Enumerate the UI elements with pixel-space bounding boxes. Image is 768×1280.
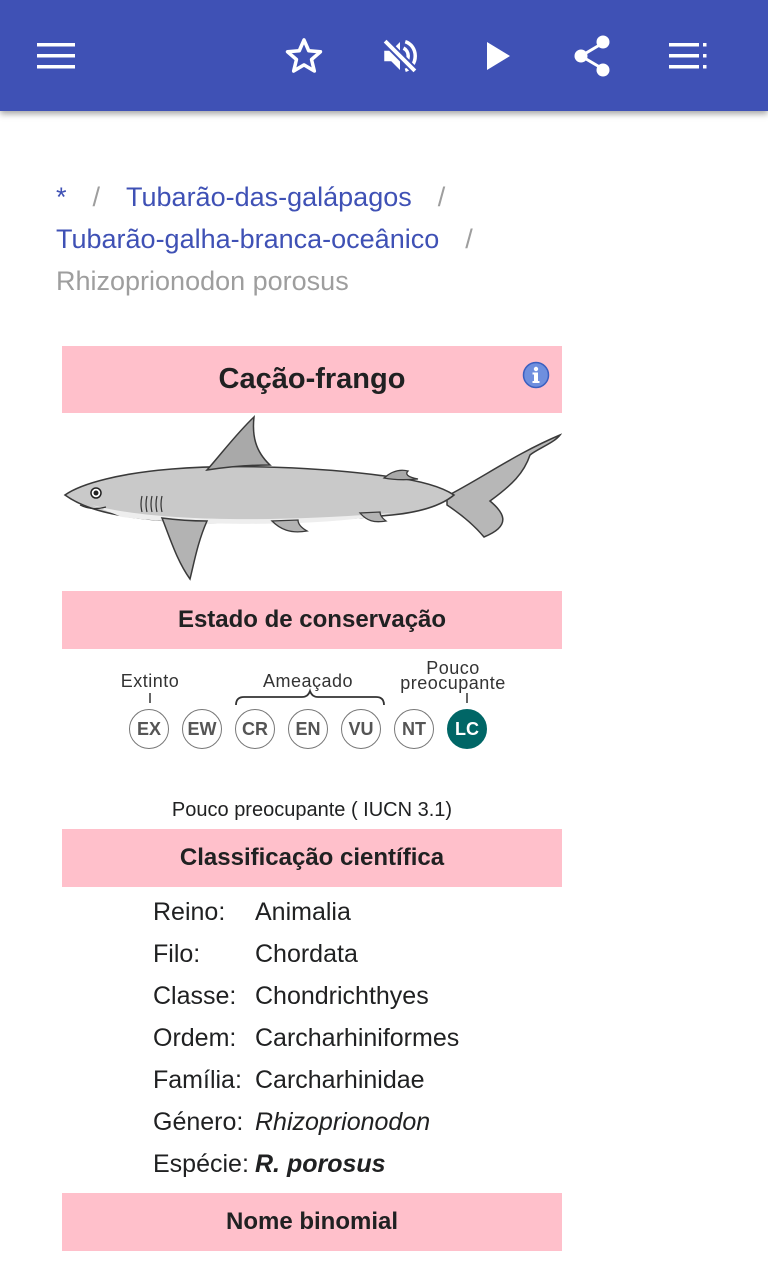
table-row: [153, 1101, 430, 1143]
label-extinct: Extinto: [120, 671, 180, 691]
menu-button[interactable]: [28, 28, 84, 84]
conservation-heading: Estado de conservação: [177, 606, 447, 633]
classification-table: [62, 887, 562, 1193]
status-lc: LC: [447, 709, 487, 749]
classification-header: [62, 829, 562, 887]
table-row: [153, 933, 358, 975]
rank-label: Filo:: [153, 940, 201, 968]
taxobox-title-bar: [62, 346, 562, 413]
taxobox: [62, 346, 562, 1251]
classification-heading: Classificação científica: [179, 844, 445, 871]
rank-value: R. porosus: [255, 1150, 386, 1178]
table-row: [153, 1059, 425, 1101]
breadcrumb-current: Rhizoprionodon porosus: [56, 266, 349, 296]
breadcrumb-link-oceanic-whitetip[interactable]: Tubarão-galha-branca-oceânico: [56, 224, 440, 254]
info-icon[interactable]: [522, 361, 550, 389]
rank-label: Género:: [153, 1108, 244, 1136]
rank-value[interactable]: Carcharhinidae: [255, 1066, 425, 1094]
rank-value[interactable]: Chordata: [255, 940, 358, 968]
rank-value[interactable]: Rhizoprionodon: [255, 1108, 431, 1136]
breadcrumb-link-galapagos[interactable]: Tubarão-das-galápagos: [126, 182, 412, 212]
iucn-caption: Pouco preocupante ( IUCN 3.1): [171, 799, 453, 821]
menu-icon: [37, 42, 75, 70]
rank-label: Classe:: [153, 982, 237, 1010]
rank-label: Família:: [153, 1066, 242, 1094]
breadcrumb-separator: /: [92, 182, 101, 212]
share-icon: [572, 35, 612, 77]
taxobox-title: Cação-frango: [218, 363, 406, 395]
table-row: [153, 891, 351, 933]
favorite-button[interactable]: [276, 28, 332, 84]
breadcrumb-link-home[interactable]: *: [56, 182, 67, 212]
contents-button[interactable]: [660, 28, 716, 84]
rank-label: Ordem:: [153, 1024, 237, 1052]
rank-value[interactable]: Animalia: [255, 898, 351, 926]
shark-image: [62, 413, 562, 591]
status-ew: EW: [182, 709, 222, 749]
label-threatened: Ameaçado: [262, 671, 354, 691]
rank-value[interactable]: Carcharhiniformes: [255, 1024, 460, 1052]
status-vu: VU: [341, 709, 381, 749]
binomial-heading: Nome binomial: [225, 1208, 399, 1235]
rank-label: Reino:: [153, 898, 226, 926]
breadcrumb: [56, 176, 736, 302]
iucn-status-scale[interactable]: [62, 649, 562, 791]
table-row: [153, 1017, 459, 1059]
list-icon: [669, 43, 707, 69]
status-nt: NT: [394, 709, 434, 749]
status-en: EN: [288, 709, 328, 749]
volume-off-icon: [379, 35, 421, 77]
star-icon: [283, 35, 325, 77]
rank-value[interactable]: Chondrichthyes: [255, 982, 429, 1010]
status-cr: CR: [235, 709, 275, 749]
table-row: [153, 1143, 386, 1185]
breadcrumb-separator: /: [465, 224, 473, 254]
species-illustration[interactable]: [62, 413, 562, 591]
binomial-header: [62, 1193, 562, 1251]
status-ex: EX: [129, 709, 169, 749]
mute-button[interactable]: [372, 28, 428, 84]
play-button[interactable]: [470, 28, 526, 84]
label-least-concern: Pouco preocupante: [400, 658, 506, 693]
play-icon: [483, 40, 513, 72]
breadcrumb-separator: /: [437, 182, 446, 212]
conservation-header: [62, 591, 562, 649]
rank-label: Espécie:: [153, 1150, 249, 1178]
table-row: [153, 975, 429, 1017]
app-bar: [0, 0, 768, 111]
share-button[interactable]: [564, 28, 620, 84]
